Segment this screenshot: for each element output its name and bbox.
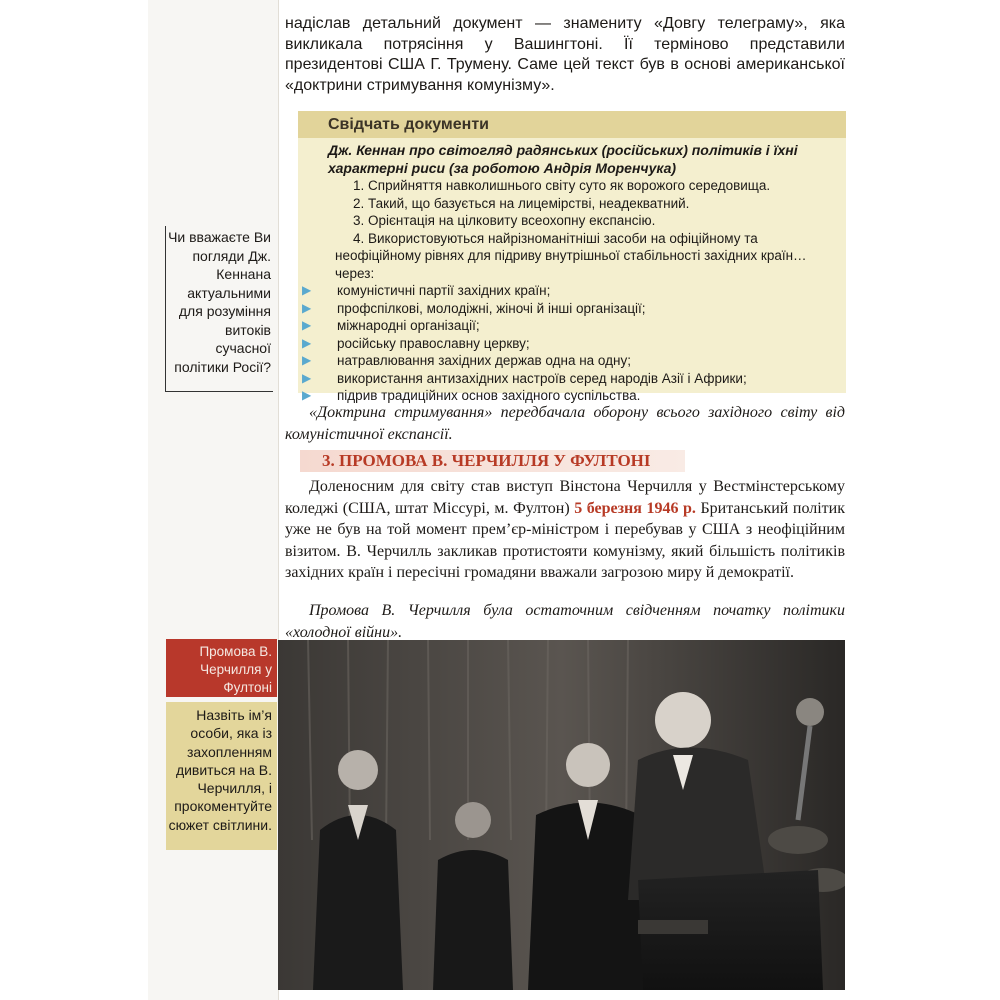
photo-illustration: [278, 640, 845, 990]
margin-column: [148, 0, 279, 1000]
page-edge: [0, 0, 148, 1000]
photo-caption: Промова В. Черчилля у Фултоні: [166, 639, 277, 697]
document-item: 1. Сприйняття навколишнього світу суто як ворожого середовища.: [353, 178, 771, 193]
doctrine-paragraph: «Доктрина стримування» передбачала оборону всього західного світу від комуністичної експансії.: [285, 404, 845, 443]
list-item: [298, 300, 846, 318]
bullet-text: міжнародні організації;: [337, 318, 480, 333]
bullet-text: комуністичні партії західних країн;: [337, 283, 551, 298]
speech-text: Британський політик уже не був на той момент прем’єр-міністром і перебував у США з неофіційним візитом. В. Черчилль закликав протистояти комунізму, який більшість політиків західних країн і пересічні громадяни вважали загрозою миру й демократії.: [285, 499, 846, 581]
list-item: [298, 352, 846, 370]
section-heading: 3. ПРОМОВА В. ЧЕРЧИЛЛЯ У ФУЛТОНІ: [300, 450, 685, 472]
document-item: 4. Використовуються найрізноманітніші засоби на офіційному та неофіційному рівнях для підриву внутрішньої стабільності західних країн… через:: [335, 230, 807, 281]
bullet-arrow-icon: ▶: [302, 283, 312, 297]
speech-paragraph: [285, 476, 845, 584]
bullet-text: натравлювання західних держав одна на одну;: [337, 353, 631, 368]
historical-photo: [278, 640, 845, 990]
document-bullet-list: [298, 282, 846, 405]
bullet-arrow-icon: ▶: [302, 353, 312, 367]
list-item: [298, 282, 846, 300]
document-item: 2. Такий, що базується на лицемірстві, неадекватний.: [353, 195, 690, 211]
speech-text: Доленосним для світу став виступ Вінстона Черчилля у Вестмінстерському коледжі (США, штат Міссурі, м. Фултон): [285, 478, 845, 517]
bullet-text: підрив традиційних основ західного суспільства.: [337, 388, 641, 403]
document-box-title: Дж. Кеннан про світогляд радянських (російських) політиків і їхні характерні риси (за роботою Андрія Моренчука): [328, 142, 798, 176]
list-item: [298, 335, 846, 353]
conclusion-paragraph: Промова В. Черчилля була остаточним свідченням початку політики «холодної війни».: [285, 602, 845, 641]
bullet-text: використання антизахідних настроїв серед народів Азії і Африки;: [337, 370, 747, 386]
bullet-arrow-icon: ▶: [302, 370, 312, 385]
bullet-text: російську православну церкву;: [337, 335, 530, 351]
intro-paragraph: надіслав детальний документ — знамениту «Довгу телеграму», яка викликала потрясіння у Вашингтоні. Її терміново представили президентові США Г. Трумену. Саме цей текст був в основі американської «доктрини стримування комунізму».: [285, 15, 845, 94]
bullet-text: профспілкові, молодіжні, жіночі й інші організації;: [337, 300, 646, 316]
document-item: 3. Орієнтація на цілковиту всеохопну експансію.: [353, 213, 656, 228]
list-item: [298, 317, 846, 335]
bullet-arrow-icon: ▶: [302, 335, 312, 350]
document-box: [298, 111, 846, 403]
bullet-arrow-icon: ▶: [302, 318, 312, 332]
list-item: [298, 370, 846, 388]
document-box-header: Свідчать документи: [298, 111, 846, 138]
date-highlight: 5 березня 1946 р.: [574, 499, 696, 517]
bullet-arrow-icon: ▶: [302, 388, 312, 402]
photo-question: Назвіть ім’я особи, яка із захопленням дивиться на В. Черчилля, і прокоментуйте сюжет світлини.: [166, 702, 277, 850]
side-question: Чи вважаєте Ви погляди Дж. Кеннана актуальними для розуміння витоків сучасної політики Росії?: [165, 226, 273, 392]
bullet-arrow-icon: ▶: [302, 300, 312, 315]
